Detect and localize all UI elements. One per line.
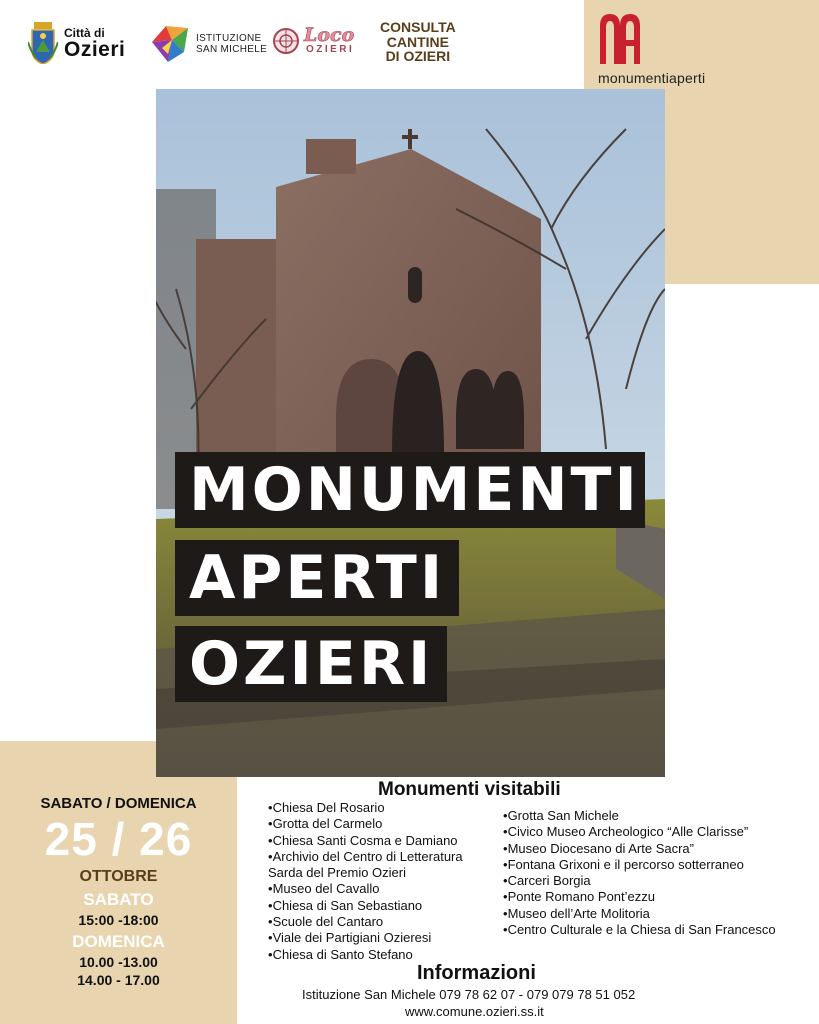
list-item: • Scuole del Cantaro: [268, 914, 493, 930]
list-item: • Chiesa di Santo Stefano: [268, 947, 493, 963]
list-item: • Civico Museo Archeologico “Alle Clarisse”: [503, 824, 793, 840]
monumenti-aperti-logo: [598, 12, 705, 86]
list-item: • Chiesa Del Rosario: [268, 800, 493, 816]
info-website-link[interactable]: www.comune.ozieri.ss.it: [405, 1004, 544, 1019]
istituzione-mark-icon: [148, 22, 192, 66]
pro-loco-city: OZIERI: [305, 44, 355, 55]
pro-loco-word: Loco: [304, 24, 355, 46]
list-item: • Archivio del Centro di Letteratura Sarda del Premio Ozieri: [268, 849, 493, 882]
list-item: • Fontana Grixoni e il percorso sotterraneo: [503, 857, 793, 873]
citta-di-label: Città di: [64, 25, 105, 40]
istituzione-line1: ISTITUZIONE: [196, 32, 262, 44]
list-item: • Centro Culturale e la Chiesa di San Francesco: [503, 922, 793, 938]
schedule-month: OTTOBRE: [79, 868, 158, 885]
consulta-cantine-logo: [380, 20, 456, 64]
consulta-line2: CANTINE: [386, 33, 449, 50]
list-item: • Chiesa Santi Cosma e Damiano: [268, 833, 493, 849]
istituzione-line2: SAN MICHELE: [196, 44, 268, 55]
list-item: • Grotta del Carmelo: [268, 816, 493, 832]
sunday-label: DOMENICA: [72, 932, 165, 951]
list-item: • Grotta San Michele: [503, 808, 793, 824]
list-item: • Carceri Borgia: [503, 873, 793, 889]
list-item: • Museo del Cavallo: [268, 881, 493, 897]
list-item: • Viale dei Partigiani Ozieresi: [268, 930, 493, 946]
title-line-aperti: APERTI: [175, 540, 459, 616]
monuments-list-right: [503, 808, 793, 938]
monumenti-aperti-wordmark: monumentiaperti: [598, 70, 706, 86]
sunday-time-afternoon: 14.00 - 17.00: [77, 972, 160, 988]
schedule-days: SABATO / DOMENICA: [40, 795, 197, 812]
title-line-ozieri: OZIERI: [175, 626, 447, 702]
list-item: • Chiesa di San Sebastiano: [268, 898, 493, 914]
list-item: • Museo dell’Arte Molitoria: [503, 906, 793, 922]
title-line-monumenti: MONUMENTI: [175, 452, 645, 528]
monumenti-aperti-mark-icon: [598, 12, 642, 66]
ozieri-label: Ozieri: [64, 37, 126, 61]
consulta-line3: DI OZIERI: [385, 48, 451, 65]
info-contact: Istituzione San Michele 079 78 62 07 - 079 079 78 51 052: [302, 987, 636, 1002]
istituzione-san-michele-logo: [148, 22, 267, 66]
citta-di-ozieri-logo: [28, 22, 125, 64]
saturday-time: 15:00 -18:00: [78, 912, 159, 928]
monuments-list-left: [268, 800, 493, 963]
sunday-time-morning: 10.00 -13.00: [79, 954, 158, 970]
consulta-line1: CONSULTA: [380, 19, 456, 35]
info-heading: Informazioni: [417, 962, 536, 984]
list-item: • Ponte Romano Pont’ezzu: [503, 889, 793, 905]
pro-loco-emblem-icon: [272, 27, 300, 55]
ozieri-crest-icon: [28, 22, 58, 64]
saturday-label: SABATO: [83, 890, 154, 909]
pro-loco-logo: [272, 26, 354, 55]
list-item: • Museo Diocesano di Arte Sacra”: [503, 841, 793, 857]
schedule-date-range: 25 / 26: [44, 813, 193, 865]
event-schedule: [0, 795, 237, 988]
monuments-heading: Monumenti visitabili: [378, 779, 561, 800]
